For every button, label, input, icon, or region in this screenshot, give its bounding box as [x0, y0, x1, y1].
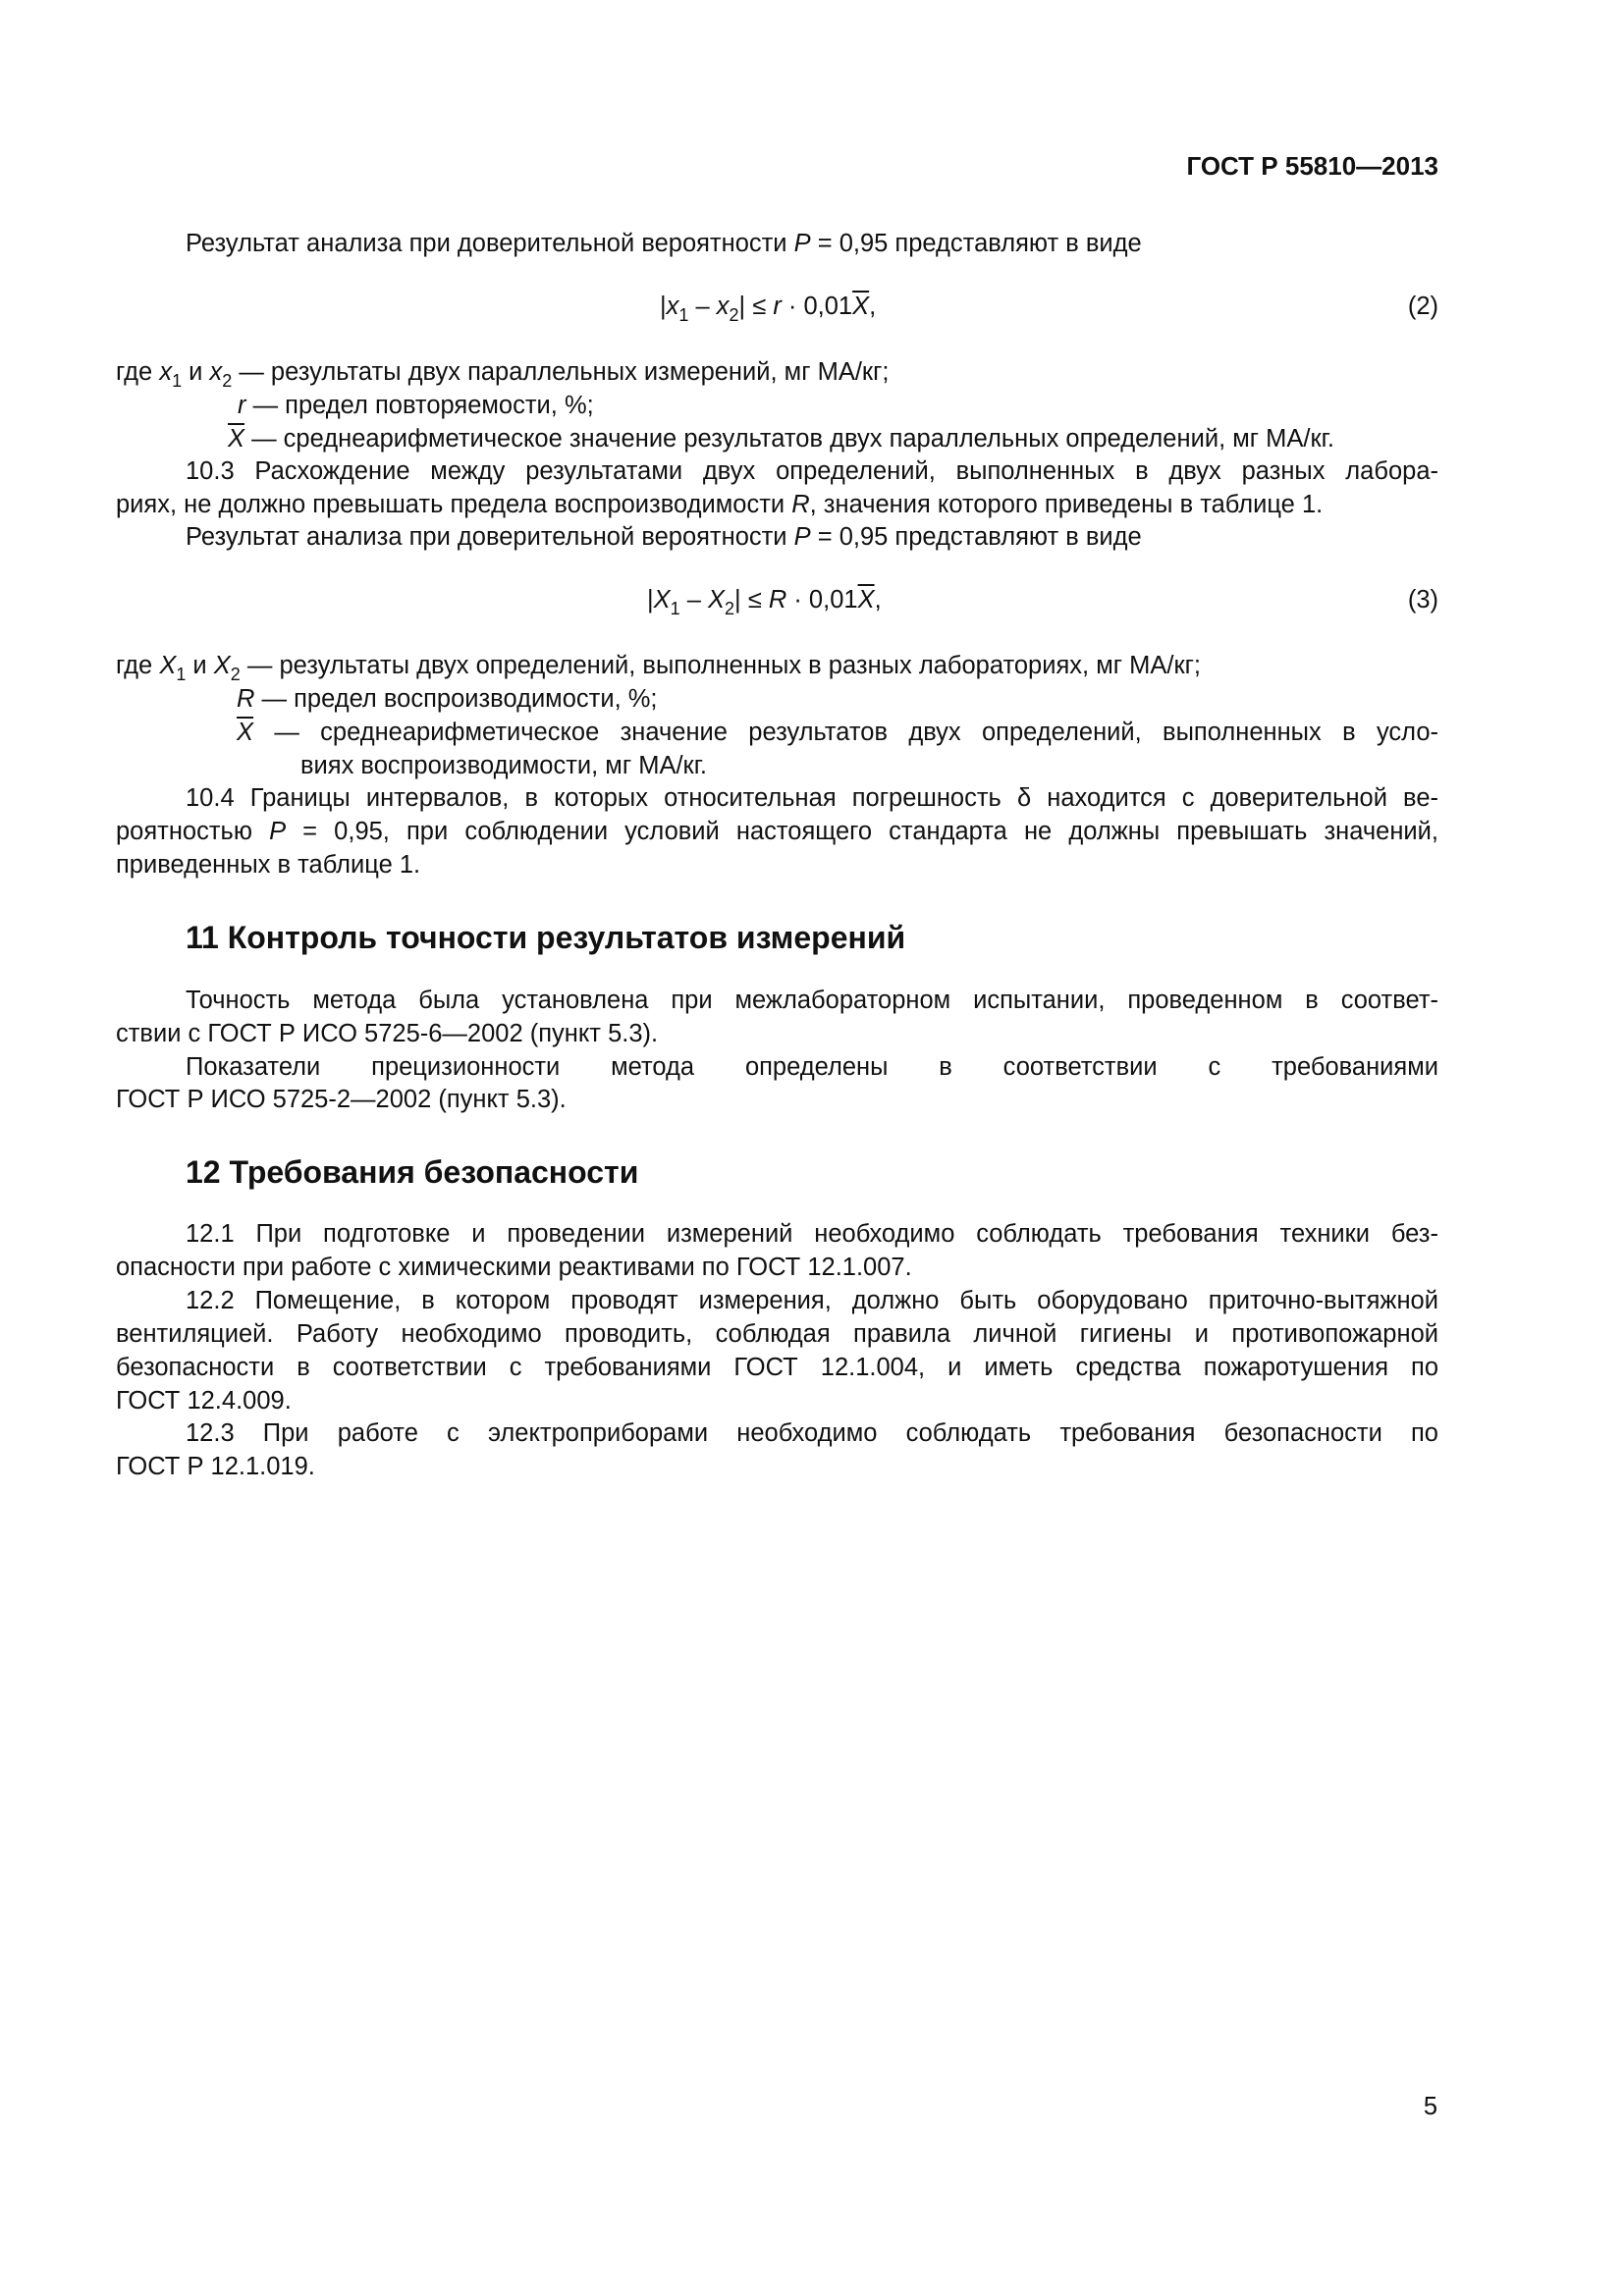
- formula-3-number: (3): [1407, 586, 1438, 614]
- formula-2: $|x_1 - x_2| \le r \cdot 0,01\overline{X}$,: [660, 293, 877, 325]
- result-paragraph-1: Результат анализа при доверительной вероятности P = 0,95 представляют в виде: [186, 230, 1142, 257]
- section-12-line-6: ГОСТ 12.4.009.: [116, 1387, 292, 1415]
- document-header-id: ГОСТ Р 55810—2013: [1186, 151, 1438, 181]
- section-12-line-1: 12.1 При подготовке и проведении измерений необходимо соблюдать требования техники без-: [186, 1220, 1438, 1248]
- result-paragraph-2: Результат анализа при доверительной вероятности P = 0,95 представляют в виде: [186, 523, 1142, 551]
- para-10-3-line-1: 10.3 Расхождение между результатами двух определений, выполненных в двух разных лабора-: [186, 457, 1438, 485]
- where-3-line-2: R — предел воспроизводимости, %;: [237, 685, 658, 713]
- section-12-line-2: опасности при работе с химическими реактивами по ГОСТ 12.1.007.: [116, 1254, 912, 1281]
- formula-2-number: (2): [1407, 293, 1438, 320]
- para-10-3-line-2: риях, не должно превышать предела воспроизводимости R, значения которого приведены в таблице 1.: [116, 491, 1324, 518]
- section-11-title: 11 Контроль точности результатов измерений: [186, 920, 906, 955]
- section-11-line-2: ствии с ГОСТ Р ИСО 5725-6—2002 (пункт 5.3).: [116, 1020, 659, 1047]
- section-11-line-4: ГОСТ Р ИСО 5725-2—2002 (пункт 5.3).: [116, 1086, 567, 1113]
- section-12-line-8: ГОСТ Р 12.1.019.: [116, 1453, 315, 1480]
- section-12-line-4: вентиляцией. Работу необходимо проводить, соблюдая правила личной гигиены и противопожарной: [116, 1320, 1438, 1348]
- section-12-line-7: 12.3 При работе с электроприборами необходимо соблюдать требования безопасности по: [186, 1419, 1438, 1447]
- section-11-line-3: Показатели прецизионности метода определены в соответствии с требованиями: [186, 1053, 1438, 1081]
- where-2-line-2: r — предел повторяемости, %;: [238, 392, 594, 419]
- section-11-line-1: Точность метода была установлена при межлабораторном испытании, проведенном в соответ-: [186, 987, 1438, 1014]
- where-3-line-3: $\overline{X}$ — среднеарифметическое значение результатов двух определений, выполненных в усло-: [237, 719, 1438, 746]
- page-number: 5: [1423, 2093, 1437, 2120]
- para-10-4-line-1: 10.4 Границы интервалов, в которых относительная погрешность δ находится с доверительной ве-: [186, 784, 1438, 812]
- where-2-line-3: $\overline{X}$ — среднеарифметическое значение результатов двух параллельных определений, мг МА/кг.: [228, 425, 1334, 453]
- where-2-line-1: где $x_1$ и $x_2$ — результаты двух параллельных измерений, мг МА/кг;: [116, 358, 890, 391]
- section-12-line-5: безопасности в соответствии с требованиями ГОСТ 12.1.004, и иметь средства пожаротушения по: [116, 1354, 1438, 1381]
- section-12-title: 12 Требования безопасности: [186, 1154, 639, 1190]
- section-12-line-3: 12.2 Помещение, в котором проводят измерения, должно быть оборудовано приточно-вытяжной: [186, 1287, 1438, 1314]
- where-3-line-1: где $X_1$ и $X_2$ — результаты двух определений, выполненных в разных лабораториях, мг МА/кг;: [116, 652, 1201, 684]
- where-3-line-4: виях воспроизводимости, мг МА/кг.: [300, 752, 707, 779]
- para-10-4-line-2: роятностью P = 0,95, при соблюдении условий настоящего стандарта не должны превышать значений,: [116, 818, 1438, 845]
- para-10-4-line-3: приведенных в таблице 1.: [116, 851, 421, 879]
- formula-3: $|X_1 - X_2| \le R \cdot 0,01\overline{X}$,: [647, 586, 882, 618]
